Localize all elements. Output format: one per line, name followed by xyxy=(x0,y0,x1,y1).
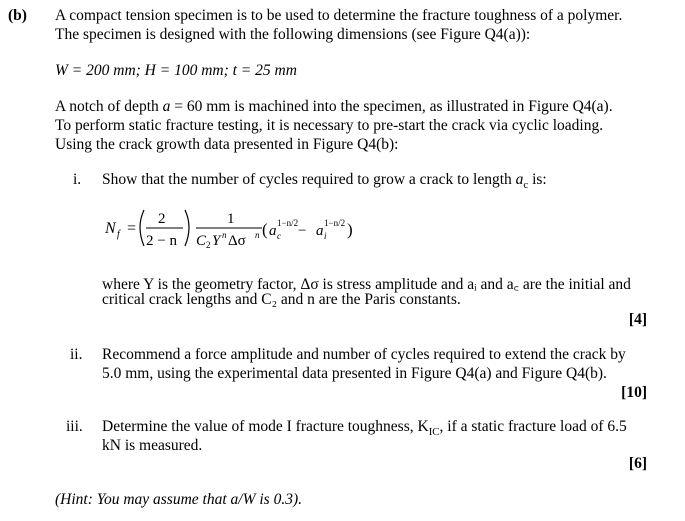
formula-lhs-sub: f xyxy=(117,229,120,240)
intro-line-2: The specimen is designed with the following dimensions (see Figure Q4(a)): xyxy=(55,26,531,43)
question-iii-line-1 xyxy=(102,418,627,439)
formula-bracket-left: ( xyxy=(262,220,268,239)
formula-ac-sup: 1−n/2 xyxy=(277,218,299,228)
question-ii-line-2: 5.0 mm, using the experimental data presented in Figure Q4(a) and Figure Q4(b). xyxy=(102,365,607,382)
formula-denominator-y: Y xyxy=(212,233,221,249)
notch-text-b: = 60 mm is machined into the specimen, as illustrated in Figure Q4(a). xyxy=(170,98,613,115)
formula-equals: = xyxy=(127,220,137,237)
formula-minus: − xyxy=(298,223,307,239)
formula-one: 1 xyxy=(227,211,235,227)
notch-text-a: A notch of depth xyxy=(55,98,159,115)
formula-ai-sup: 1−n/2 xyxy=(324,218,346,228)
formula-two-minus-n: 2 − n xyxy=(146,233,177,249)
formula-paren-right xyxy=(185,210,189,246)
formula-denominator-c: C xyxy=(196,233,207,249)
q1-var-sub: c xyxy=(523,179,529,192)
q1-text-a: Show that the number of cycles required to grow a crack to length xyxy=(102,171,512,188)
notch-line-1 xyxy=(55,98,613,116)
formula-denominator-sub: 2 xyxy=(206,240,211,250)
question-ii-line-1: Recommend a force amplitude and number of cycles required to extend the crack by xyxy=(102,346,626,363)
q1-var-a: a xyxy=(515,171,524,188)
hint-line: (Hint: You may assume that a/W is 0.3). xyxy=(55,491,302,508)
intro-line-1: A compact tension specimen is to be used to determine the fracture toughness of a polymer. xyxy=(55,7,623,24)
question-i-number: i. xyxy=(73,171,82,188)
dimensions-line: W = 200 mm; H = 100 mm; t = 25 mm xyxy=(55,62,297,79)
formula-two: 2 xyxy=(158,211,166,227)
q3-text-a: Determine the value of mode I fracture toughness, K xyxy=(102,418,429,435)
formula-paren-left xyxy=(140,210,144,246)
marks-question-i: [4] xyxy=(628,311,647,328)
notch-var-a: a xyxy=(162,98,171,115)
formula-ac-a: a xyxy=(269,223,277,239)
part-label: (b) xyxy=(8,7,27,24)
formula-delta-sigma: Δσ xyxy=(228,233,246,249)
question-iii-number: iii. xyxy=(66,418,83,435)
formula-lhs: N xyxy=(105,220,116,237)
notch-line-2: To perform static fracture testing, it is necessary to pre-start the crack via cyclic loading. xyxy=(55,117,604,134)
question-ii-number: ii. xyxy=(70,346,83,363)
question-iii-line-2: kN is measured. xyxy=(102,437,203,454)
formula-delta-sup: n xyxy=(255,230,260,240)
where-line-2: critical crack lengths and C₂ and n are the Paris constants. xyxy=(102,291,461,308)
q1-text-b: is: xyxy=(528,171,547,188)
question-i-line-1 xyxy=(102,171,547,192)
q3-kic-sub: IC xyxy=(428,426,440,439)
formula-ai-a: a xyxy=(316,223,324,239)
formula-bracket-right: ) xyxy=(347,220,353,239)
notch-line-3: Using the crack growth data presented in Figure Q4(b): xyxy=(55,136,399,153)
q3-text-b: , if a static fracture load of 6.5 xyxy=(439,418,627,435)
formula-ac-sub: c xyxy=(277,231,281,241)
marks-question-ii: [10] xyxy=(621,384,647,401)
formula-ai-sub: i xyxy=(324,231,327,241)
formula-denominator-y-sup: n xyxy=(222,230,227,240)
where-line-1: where Y is the geometry factor, Δσ is stress amplitude and aᵢ and a꜀ are the initial and xyxy=(102,276,631,293)
marks-question-iii: [6] xyxy=(628,455,647,472)
cycles-formula xyxy=(102,204,402,250)
